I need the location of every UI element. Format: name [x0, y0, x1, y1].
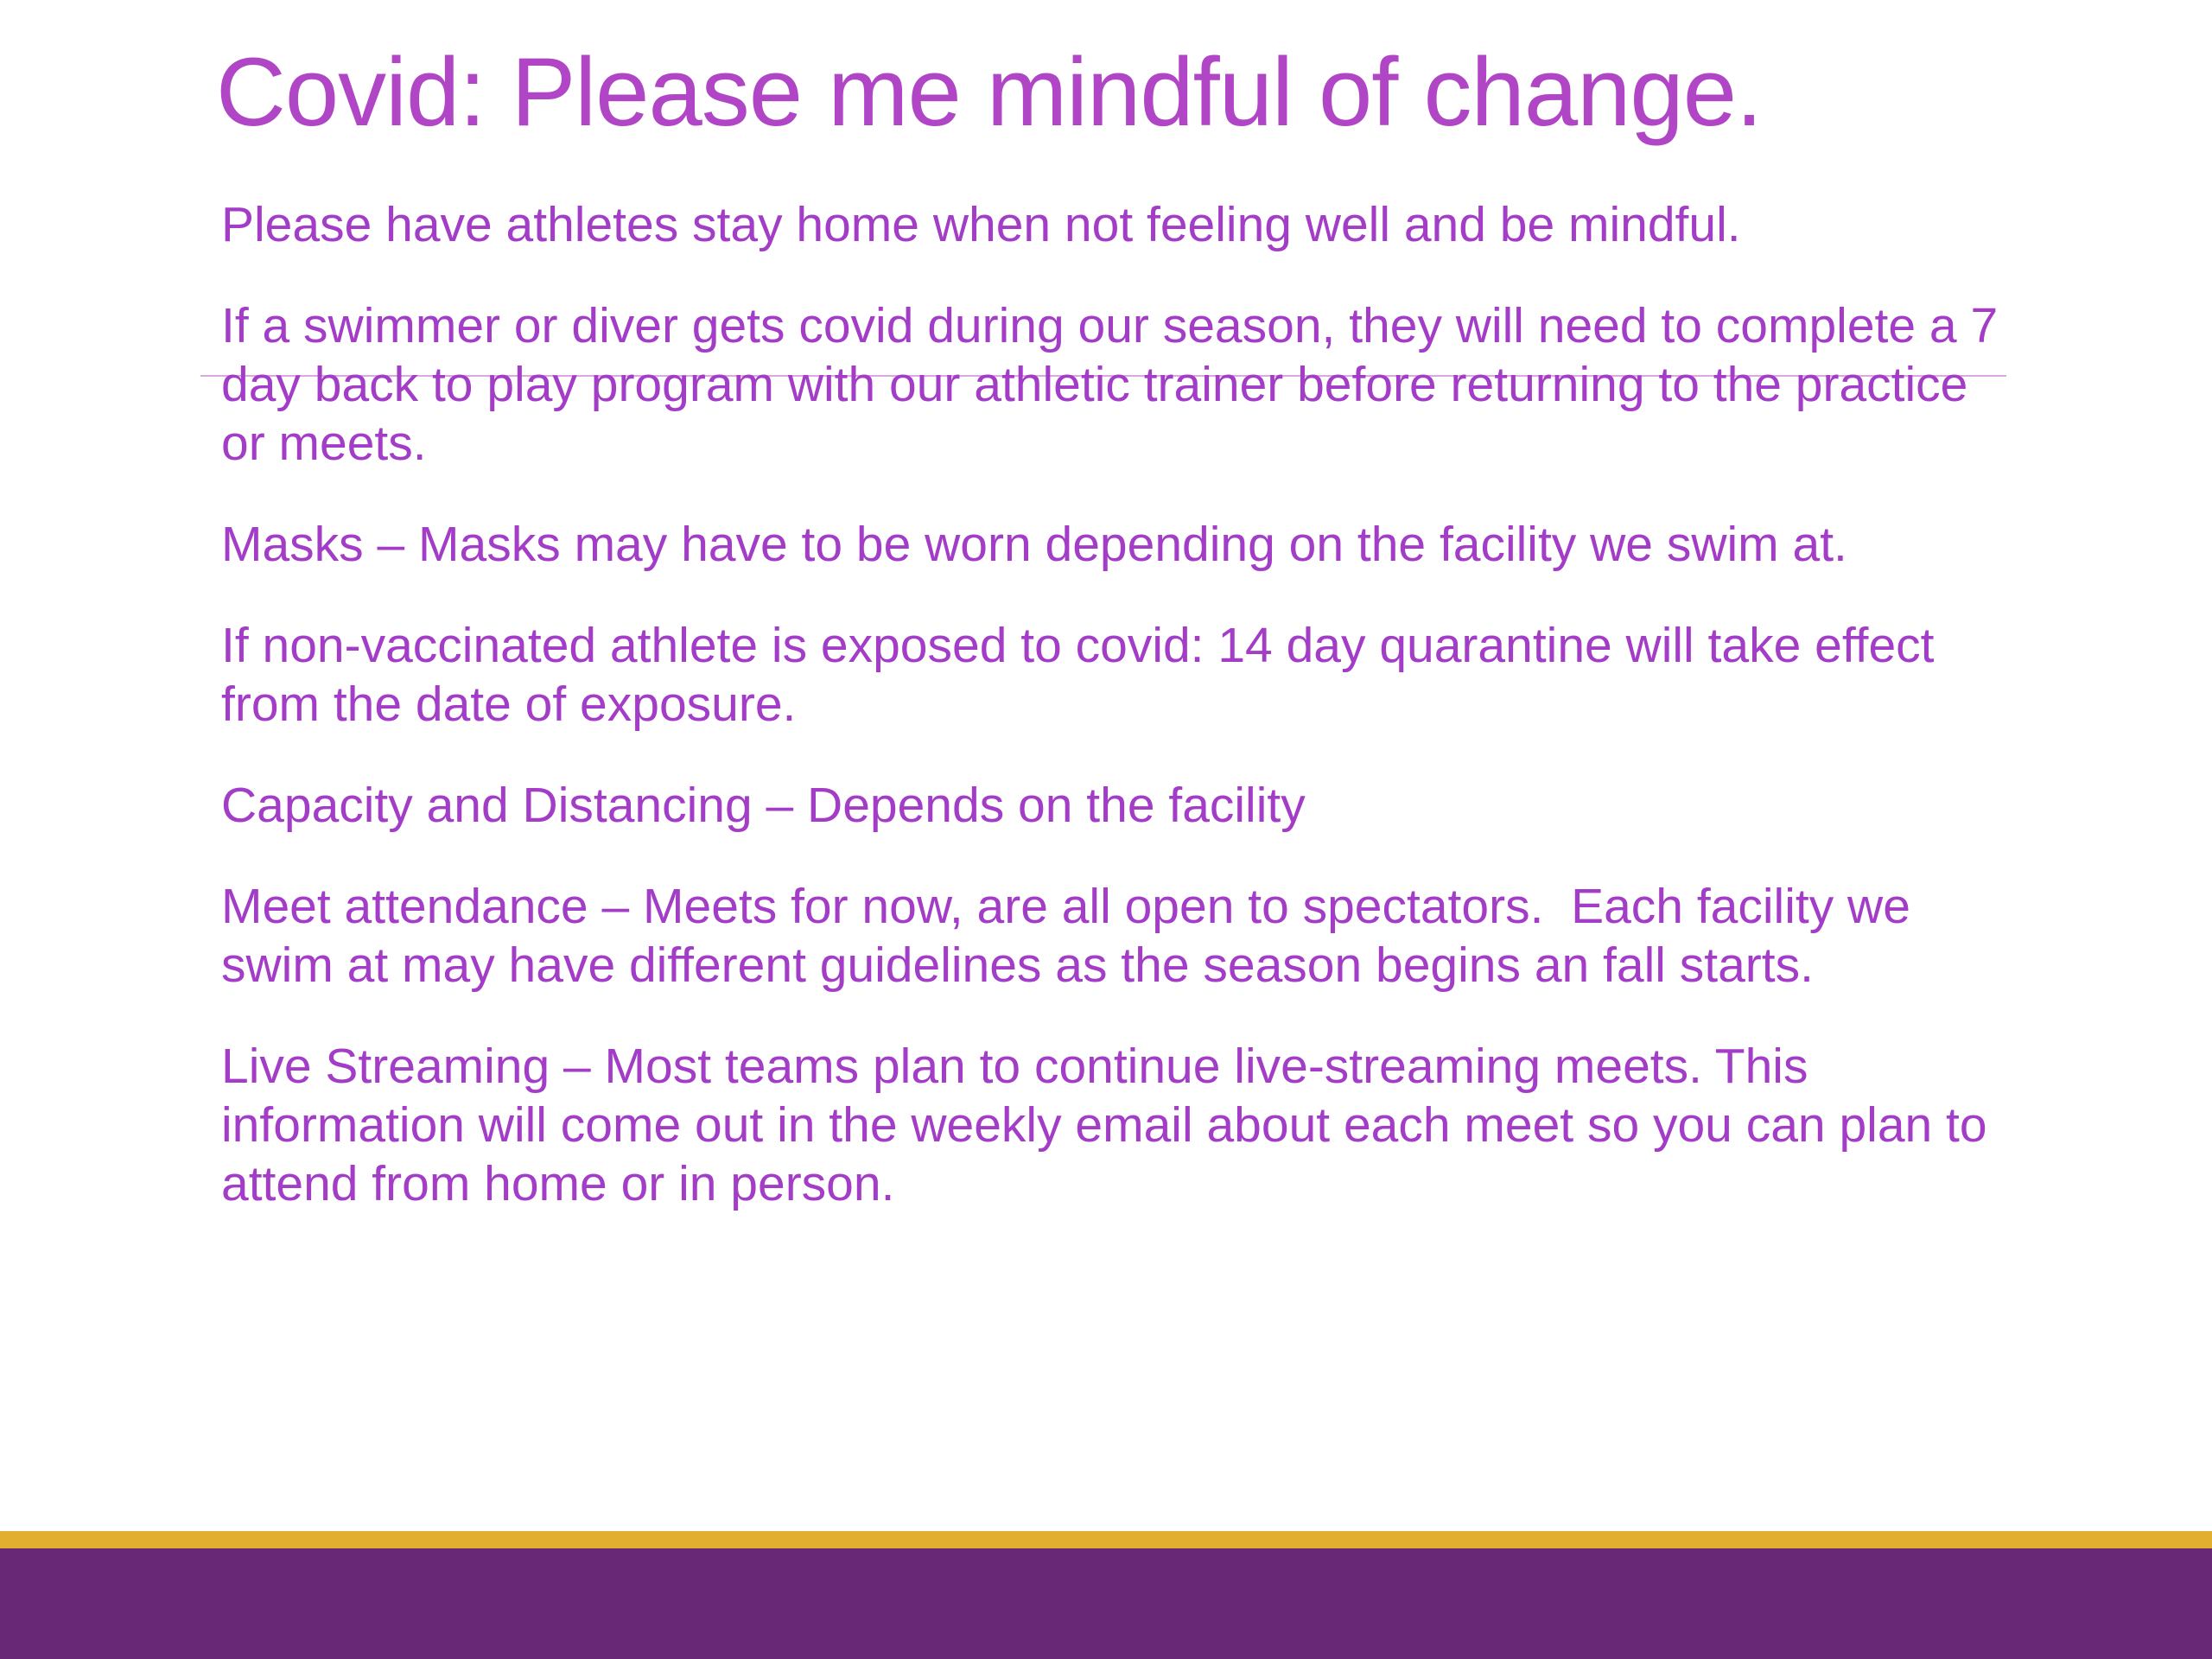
- bullet-item: Meet attendance – Meets for now, are all open to spectators. Each facility we swim at may have different guidelines as the season begins an fall starts.: [221, 879, 1924, 993]
- bullet-item: Live Streaming – Most teams plan to continue live-streaming meets. This information will come out in the weekly email about each meet so you can plan to attend from home or in person.: [221, 1039, 2001, 1211]
- bullet-item: If a swimmer or diver gets covid during our season, they will need to complete a 7 day back to play program with our athletic trainer before returning to the practice or meets.: [221, 298, 2012, 471]
- footer-gold-stripe: [0, 1531, 2212, 1548]
- bullet-item: Masks – Masks may have to be worn depending on the facility we swim at.: [221, 517, 1847, 572]
- bullet-item: Capacity and Distancing – Depends on the facility: [221, 778, 1306, 833]
- bullet-item: Please have athletes stay home when not feeling well and be mindful.: [221, 197, 1741, 252]
- bullet-list: [221, 195, 2018, 1255]
- slide-title: Covid: Please me mindful of change.: [216, 38, 1763, 146]
- footer-purple-band: [0, 1548, 2212, 1659]
- bullet-item: If non-vaccinated athlete is exposed to covid: 14 day quarantine will take effect from the date of exposure.: [221, 618, 1948, 732]
